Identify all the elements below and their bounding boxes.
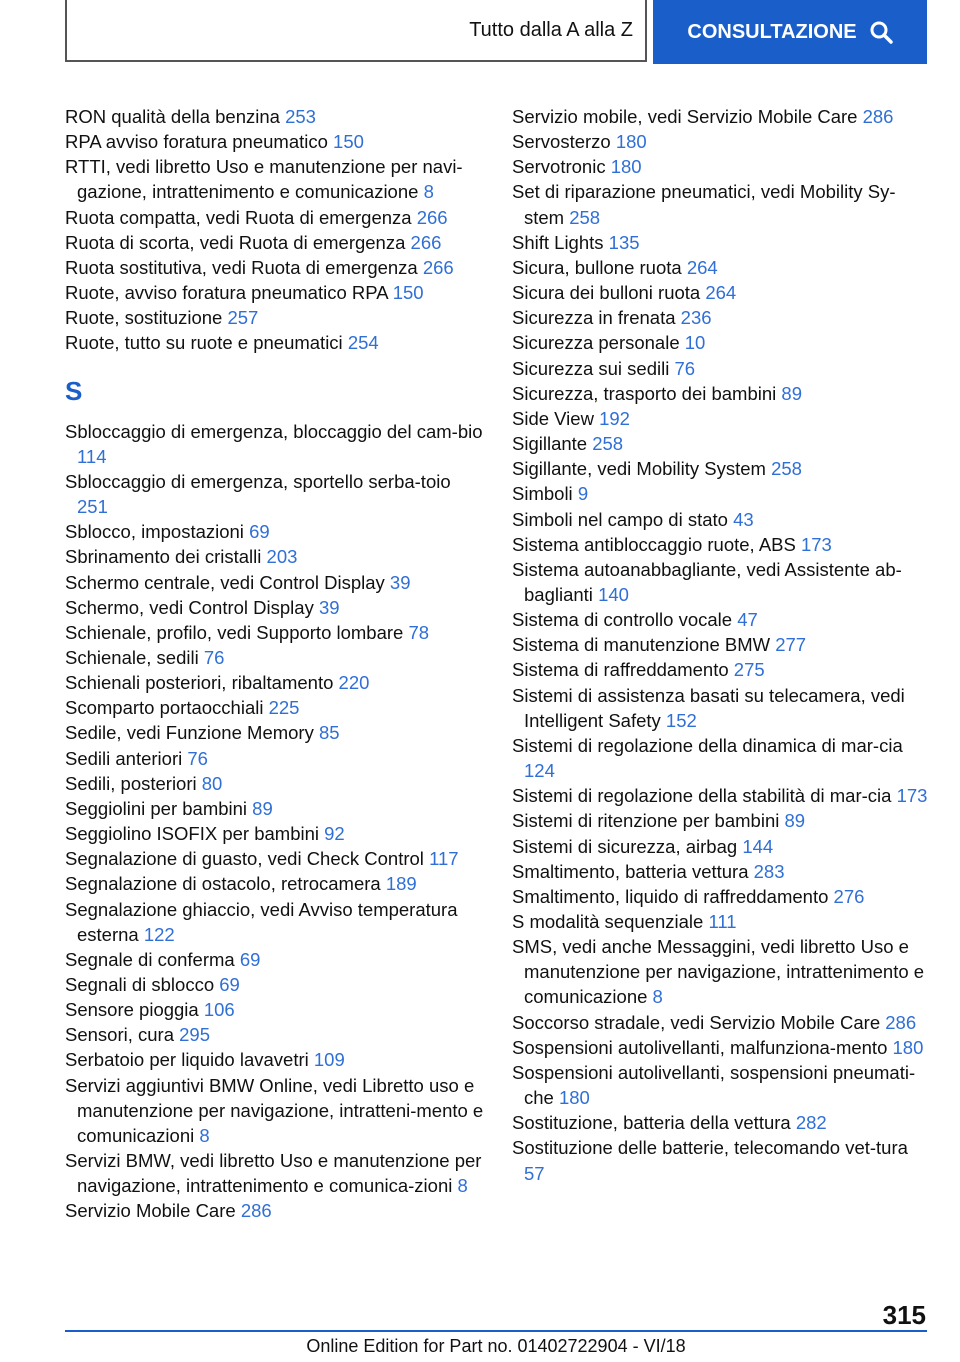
index-entry [512, 179, 932, 229]
page-link[interactable]: 180 [615, 131, 647, 153]
page-link[interactable]: 135 [608, 231, 640, 253]
page-link[interactable]: 39 [318, 596, 340, 618]
index-entry [65, 104, 485, 129]
entry-text: Ruote, tutto su ruote e pneumatici [65, 332, 348, 354]
entry-text: Ruote, sostituzione [65, 307, 228, 329]
entry-text: Simboli nel campo di stato [512, 508, 734, 530]
entry-text: Sistemi di regolazione della stabilità di mar-cia [512, 785, 897, 807]
page-link[interactable]: 203 [266, 546, 298, 568]
entry-text: Ruota compatta, vedi Ruota di emergenza [65, 206, 417, 228]
index-entry [65, 230, 485, 255]
index-entry [512, 431, 932, 456]
page-link[interactable]: 251 [77, 496, 108, 518]
entry-text: Sedile, vedi Funzione Memory [65, 722, 319, 744]
page-link[interactable]: 283 [753, 860, 785, 882]
index-entry [512, 381, 932, 406]
entry-text: Set di riparazione pneumatici, vedi Mobility Sy-stem [512, 181, 896, 228]
page-link[interactable]: 76 [187, 747, 208, 769]
index-entry [65, 645, 485, 670]
index-entry [512, 834, 932, 859]
entry-text: RTTI, vedi libretto Uso e manutenzione per navi-gazione, intrattenimento e comunicazione [65, 156, 463, 203]
index-entry [65, 796, 485, 821]
index-entry [65, 280, 485, 305]
entry-text: Segnalazione di guasto, vedi Check Control [65, 848, 430, 870]
index-entry [65, 947, 485, 972]
right-entries [512, 104, 932, 1186]
index-entry [512, 129, 932, 154]
page-link[interactable]: 89 [781, 382, 802, 404]
entry-text: Sistema di raffreddamento [512, 659, 734, 681]
chapter-label: CONSULTAZIONE [687, 20, 857, 43]
index-entry [512, 1010, 932, 1035]
page-link[interactable]: 266 [416, 206, 448, 228]
index-entry [512, 783, 932, 808]
index-entry [512, 909, 932, 934]
page-link[interactable]: 264 [705, 282, 737, 304]
index-entry [65, 746, 485, 771]
entry-text: Ruota sostitutiva, vedi Ruota di emergenza [65, 256, 423, 278]
index-entry [512, 557, 932, 607]
index-entry [512, 456, 932, 481]
page-link[interactable]: 258 [592, 433, 624, 455]
page-link[interactable]: 109 [313, 1049, 345, 1071]
index-entry [65, 997, 485, 1022]
index-entry [512, 1060, 932, 1110]
entry-text: Sospensioni autolivellanti, sospensioni pneumati-che [512, 1061, 916, 1109]
entry-text: Segnalazione di ostacolo, retrocamera [65, 873, 386, 895]
index-entry [512, 657, 932, 682]
page-link[interactable]: 9 [577, 483, 589, 505]
index-entry [65, 519, 485, 544]
index-entry [65, 419, 485, 469]
entry-text: Servizio Mobile Care [65, 1200, 241, 1222]
entry-text: Sicurezza in frenata [512, 307, 681, 329]
entry-text: Scomparto portaocchiali [65, 697, 269, 719]
page-link[interactable]: 8 [652, 986, 663, 1008]
entry-text: Sistema di controllo vocale [512, 609, 738, 631]
page-link[interactable]: 264 [686, 256, 718, 278]
index-entry [65, 570, 485, 595]
index-entry [512, 934, 932, 1009]
page-link[interactable]: 69 [239, 948, 261, 970]
index-entry [65, 1022, 485, 1047]
page-link[interactable]: 80 [201, 772, 223, 794]
entry-text: SMS, vedi anche Messaggini, vedi libretto Uso e manutenzione per navigazione, intrattenimento e comunicazione [512, 936, 925, 1008]
page-link[interactable]: 180 [610, 156, 642, 178]
index-entry [512, 1110, 932, 1135]
entry-text: Sensore pioggia [65, 999, 204, 1021]
page-link[interactable]: 122 [143, 923, 175, 945]
index-entry [512, 154, 932, 179]
index-entry [512, 481, 932, 506]
page-link[interactable]: 258 [569, 206, 601, 228]
entry-text: Segnali di sblocco [65, 974, 220, 995]
index-entry [65, 846, 485, 871]
page-link[interactable]: 173 [800, 533, 832, 555]
page-link[interactable]: 258 [771, 458, 802, 480]
index-entry [65, 129, 485, 154]
index-entry [512, 532, 932, 557]
index-entry [512, 808, 932, 833]
page-link[interactable]: 69 [249, 521, 270, 543]
footer-text: Online Edition for Part no. 01402722904 - VI/18 [306, 1336, 686, 1356]
page-link[interactable]: 286 [885, 1011, 917, 1033]
index-entry [512, 632, 932, 657]
page-link[interactable]: 78 [408, 621, 430, 643]
index-entry [512, 507, 932, 532]
page-link[interactable]: 76 [674, 357, 696, 379]
index-entry [65, 1073, 485, 1148]
page-link[interactable]: 8 [423, 181, 434, 203]
page-link[interactable]: 43 [733, 508, 754, 530]
page-link[interactable]: 111 [708, 911, 737, 932]
search-icon[interactable] [869, 20, 893, 44]
index-entry [512, 280, 932, 305]
index-entry [512, 859, 932, 884]
entry-text: Sicura dei bulloni ruota [512, 282, 706, 304]
entry-text: Sigillante, vedi Mobility System [512, 458, 772, 480]
entry-text: Sicura, bullone ruota [512, 256, 687, 278]
entry-text: Servizi aggiuntivi BMW Online, vedi Libretto uso e manutenzione per navigazione, intratteni-mento e comunicazioni [65, 1074, 484, 1146]
entry-text: Sostituzione, batteria della vettura [512, 1112, 796, 1134]
page-link[interactable]: 275 [733, 659, 765, 681]
index-entry [65, 154, 485, 204]
page-link[interactable]: 140 [598, 583, 629, 605]
index-column-right [512, 104, 932, 1186]
page-link[interactable]: 286 [862, 106, 894, 127]
page-link[interactable]: 117 [429, 848, 459, 870]
page-link[interactable]: 257 [227, 307, 259, 329]
entry-text: Segnale di conferma [65, 948, 240, 970]
index-entry [65, 897, 485, 947]
entry-text: Serbatoio per liquido lavavetri [65, 1049, 314, 1071]
entry-text: Servotronic [512, 156, 611, 178]
entry-text: RPA avviso foratura pneumatico [65, 131, 334, 153]
page-link[interactable]: 266 [410, 231, 442, 253]
page-link[interactable]: 8 [457, 1175, 468, 1197]
index-entry [65, 1148, 485, 1198]
entry-text: Segnalazione ghiaccio, vedi Avviso temperatura esterna [65, 898, 458, 945]
index-entry [512, 406, 932, 431]
entry-text: Ruote, avviso foratura pneumatico RPA [65, 282, 393, 304]
entry-text: Sbloccaggio di emergenza, sportello serba-toio [65, 470, 451, 492]
entry-text: Smaltimento, liquido di raffreddamento [512, 885, 834, 907]
page-link[interactable]: 266 [422, 256, 454, 278]
entry-text: Sensori, cura [65, 1024, 180, 1046]
index-entry [65, 771, 485, 796]
entry-text: Schienale, sedili [65, 646, 204, 668]
entry-text: Shift Lights [512, 231, 609, 253]
entry-text: Schienali posteriori, ribaltamento [65, 672, 339, 694]
entry-text: Sbloccaggio di emergenza, bloccaggio del cam-bio [65, 420, 483, 442]
page-link[interactable]: 282 [795, 1112, 827, 1134]
entry-text: Sistemi di regolazione della dinamica di mar-cia [512, 734, 903, 756]
entry-text: Sbrinamento dei cristalli [65, 546, 267, 568]
index-entry [512, 1035, 932, 1060]
index-entry [512, 607, 932, 632]
entry-text: Seggiolini per bambini [65, 797, 253, 819]
index-entry [512, 356, 932, 381]
index-entry [512, 230, 932, 255]
entry-text: RON qualità della benzina [65, 106, 286, 127]
page-link[interactable]: 114 [77, 445, 107, 467]
page-link[interactable]: 47 [737, 609, 758, 631]
page-link[interactable]: 69 [219, 974, 240, 995]
entry-text: Sospensioni autolivellanti, malfunziona-mento [512, 1036, 893, 1058]
r-entries [65, 104, 485, 356]
footer-divider [65, 1330, 927, 1332]
entry-text: Sedili, posteriori [65, 772, 202, 794]
page-link[interactable]: 173 [896, 785, 928, 807]
index-entry [512, 104, 932, 129]
page-link[interactable]: 152 [665, 709, 697, 731]
index-entry [65, 695, 485, 720]
index-entry [65, 544, 485, 569]
index-entry [65, 255, 485, 280]
page-link[interactable]: 85 [318, 722, 340, 744]
entry-text: Sicurezza sui sedili [512, 357, 675, 379]
index-entry [512, 1135, 932, 1185]
page-link[interactable]: 236 [680, 307, 712, 329]
entry-text: Sostituzione delle batterie, telecomando vet-tura [512, 1137, 908, 1159]
index-entry [512, 330, 932, 355]
index-entry [65, 330, 485, 355]
page-link[interactable]: 124 [524, 760, 555, 782]
page-link[interactable]: 295 [179, 1024, 211, 1046]
page-link[interactable]: 10 [684, 332, 706, 354]
page-link[interactable]: 150 [392, 282, 424, 304]
section-letter: S [65, 375, 83, 406]
entry-text: Sicurezza personale [512, 332, 685, 354]
entry-text: Sicurezza, trasporto dei bambini [512, 382, 782, 404]
index-entry [65, 1047, 485, 1072]
entry-text: Sedili anteriori [65, 747, 188, 769]
index-entry [65, 595, 485, 620]
page-link[interactable]: 76 [203, 646, 225, 668]
page-link[interactable]: 225 [268, 697, 300, 719]
entry-text: Schermo, vedi Control Display [65, 596, 319, 618]
index-entry [65, 871, 485, 896]
index-entry [65, 305, 485, 330]
entry-text: Sigillante [512, 433, 593, 455]
page-link[interactable]: 254 [347, 332, 379, 354]
index-entry [512, 733, 932, 783]
index-entry [512, 305, 932, 330]
entry-text: Smaltimento, batteria vettura [512, 860, 754, 882]
index-entry [512, 255, 932, 280]
page-number: 315 [882, 1300, 926, 1330]
page-link[interactable]: 57 [524, 1162, 545, 1184]
index-entry [512, 683, 932, 733]
index-entry [65, 821, 485, 846]
page-link[interactable]: 286 [240, 1200, 272, 1222]
index-entry [65, 670, 485, 695]
entry-text: Simboli [512, 483, 578, 505]
entry-text: Seggiolino ISOFIX per bambini [65, 823, 325, 845]
entry-text: Ruota di scorta, vedi Ruota di emergenza [65, 231, 411, 253]
index-entry [65, 469, 485, 519]
entry-text: Servizi BMW, vedi libretto Uso e manutenzione per navigazione, intrattenimento e comunica-zioni [65, 1150, 482, 1197]
page-link[interactable]: 89 [784, 810, 806, 832]
section-title[interactable]: Tutto dalla A alla Z [65, 0, 647, 62]
entry-text: Servizio mobile, vedi Servizio Mobile Care [512, 106, 863, 127]
page-link[interactable]: 220 [338, 672, 370, 694]
index-entry [65, 620, 485, 645]
page-link[interactable]: 180 [558, 1087, 590, 1109]
page-link[interactable]: 106 [203, 999, 235, 1021]
entry-text: Sistema antibloccaggio ruote, ABS [512, 533, 801, 555]
entry-text: Side View [512, 407, 600, 429]
page-link[interactable]: 180 [892, 1036, 924, 1058]
s-entries [65, 419, 485, 1224]
page-link[interactable]: 144 [742, 835, 774, 857]
entry-text: Sistemi di sicurezza, airbag [512, 835, 743, 857]
entry-text: Schienale, profilo, vedi Supporto lombare [65, 621, 409, 643]
page-link[interactable]: 39 [389, 571, 411, 593]
page-header [65, 0, 927, 64]
entry-text: Servosterzo [512, 131, 616, 153]
page-link[interactable]: 92 [324, 823, 345, 845]
page-link[interactable]: 192 [599, 407, 630, 429]
entry-text: Sistemi di ritenzione per bambini [512, 810, 785, 832]
entry-text: S modalità sequenziale [512, 911, 709, 932]
entry-text: Schermo centrale, vedi Control Display [65, 571, 390, 593]
entry-text: Sistemi di assistenza basati su telecamera, vedi Intelligent Safety [512, 684, 905, 731]
entry-text: Sistema autoanabbagliante, vedi Assistente ab-baglianti [512, 558, 902, 605]
entry-text: Sistema di manutenzione BMW [512, 634, 776, 656]
page-link[interactable]: 89 [252, 797, 273, 819]
page-link[interactable]: 277 [775, 634, 807, 656]
page-link[interactable]: 253 [285, 106, 316, 127]
entry-text: Soccorso stradale, vedi Servizio Mobile Care [512, 1011, 886, 1033]
page-link[interactable]: 150 [333, 131, 364, 153]
entry-text: Sblocco, impostazioni [65, 521, 250, 543]
index-entry [512, 884, 932, 909]
index-entry [65, 972, 485, 997]
page-link[interactable]: 189 [385, 873, 417, 895]
index-entry [65, 205, 485, 230]
index-entry [65, 1198, 485, 1223]
index-column-left [65, 104, 485, 1224]
page-link[interactable]: 276 [833, 885, 865, 907]
chapter-tab[interactable] [653, 0, 927, 64]
page-link[interactable]: 8 [199, 1124, 210, 1146]
index-entry [65, 720, 485, 745]
